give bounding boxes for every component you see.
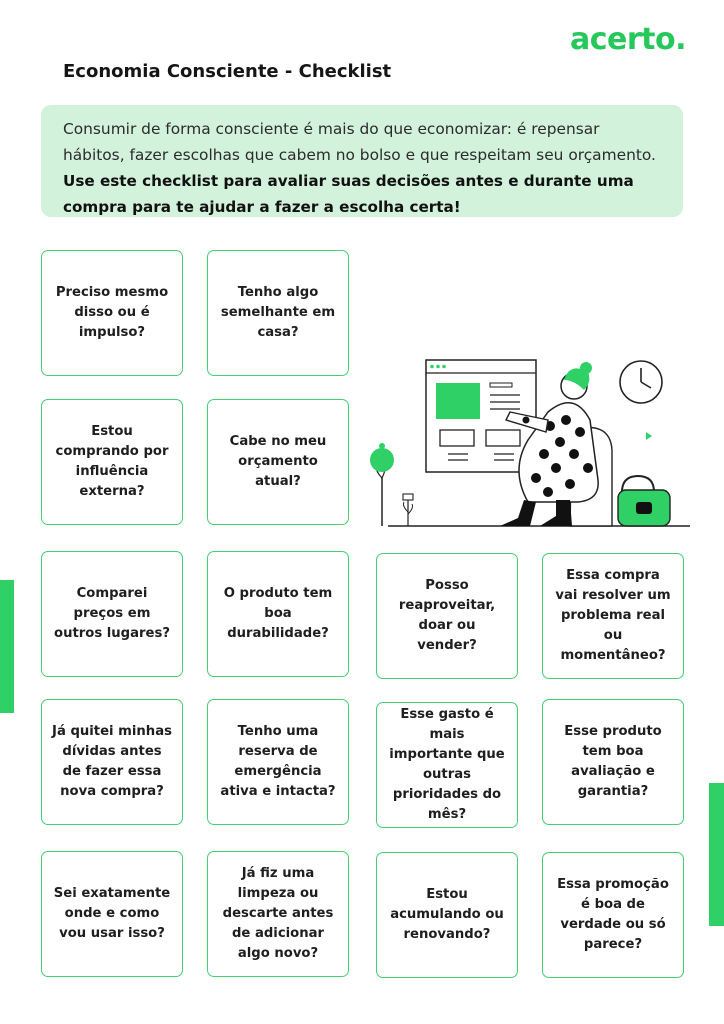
intro-emphasis: Use este checklist para avaliar suas decisões antes e durante uma compra para te ajudar a fazer a escolha certa! [63, 172, 634, 216]
checklist-card [207, 250, 349, 376]
checklist-question: Tenho uma reserva de emergência ativa e intacta? [220, 724, 336, 799]
checklist-question: Esse produto tem boa avaliação e garantia? [564, 724, 662, 799]
checklist-card [207, 699, 349, 825]
checklist-card [376, 852, 518, 978]
checklist-question: Essa compra vai resolver um problema real ou momentâneo? [555, 568, 671, 663]
checklist-question: Comparei preços em outros lugares? [54, 586, 170, 641]
checklist-card [207, 399, 349, 525]
acerto-logo: acerto. [570, 22, 687, 57]
checklist-question: Esse gasto é mais importante que outras prioridades do mês? [389, 707, 505, 822]
checklist-question: Sei exatamente onde e como vou usar isso? [53, 886, 171, 941]
decorative-side-bar-left [0, 580, 14, 713]
checklist-question: Estou acumulando ou renovando? [390, 887, 504, 942]
checklist-card [542, 699, 684, 825]
checklist-question: Estou comprando por influência externa? [55, 424, 169, 499]
checklist-card [41, 250, 183, 376]
page-title: Economia Consciente - Checklist [63, 61, 392, 82]
checklist-question: Preciso mesmo disso ou é impulso? [55, 285, 169, 340]
checklist-question: Posso reaproveitar, doar ou vender? [398, 578, 496, 653]
checklist-question: Cabe no meu orçamento atual? [229, 434, 327, 489]
checklist-question: Já quitei minhas dívidas antes de fazer essa nova compra? [52, 724, 172, 799]
checklist-card [542, 852, 684, 978]
checklist-card [41, 851, 183, 977]
checklist-card [542, 553, 684, 679]
intro-box [41, 105, 683, 217]
checklist-question: Tenho algo semelhante em casa? [220, 285, 336, 340]
checklist-question: O produto tem boa durabilidade? [223, 586, 333, 641]
checklist-card [41, 699, 183, 825]
checklist-card [376, 702, 518, 828]
checklist-card [41, 551, 183, 677]
checklist-question: Já fiz uma limpeza ou descarte antes de adicionar algo novo? [222, 866, 334, 961]
checklist-question: Essa promoção é boa de verdade ou só parece? [557, 877, 669, 952]
checklist-card [376, 553, 518, 679]
checklist-card [41, 399, 183, 525]
checklist-card [207, 851, 349, 977]
decorative-side-bar-right [709, 783, 724, 926]
checklist-card [207, 551, 349, 677]
shopping-woman-illustration-icon [360, 350, 700, 535]
intro-text: Consumir de forma consciente é mais do que economizar: é repensar hábitos, fazer escolhas que cabem no bolso e que respeitam seu orçamento. [63, 120, 656, 164]
